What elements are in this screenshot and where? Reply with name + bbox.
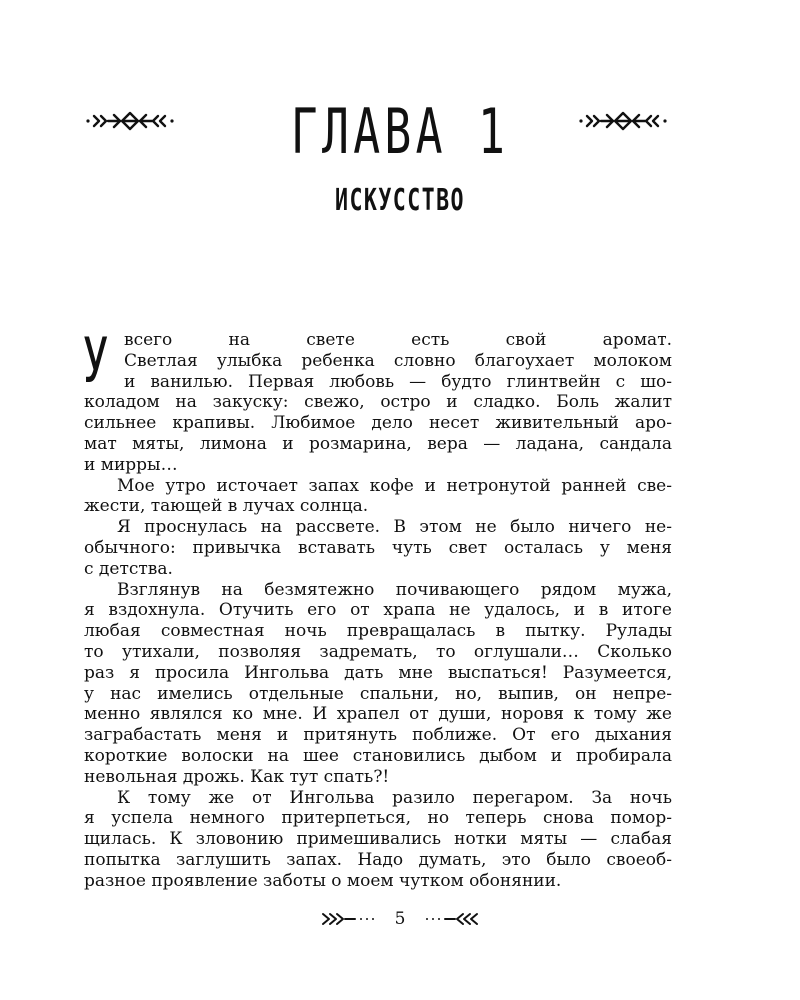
text-line: разное проявление заботы о моем чутком обонянии. [84, 870, 562, 891]
text-line: всего на свете есть свой аромат. [124, 330, 672, 350]
text-line: и ванилью. Первая любовь — будто глинтвейн с шо- [124, 371, 672, 392]
text-line: жести, тающей в лучах солнца. [84, 496, 369, 517]
text-line: с детства. [84, 558, 173, 579]
text-line: Я проснулась на рассвете. В этом не было ничего не- [117, 517, 672, 538]
text-line: то утихали, позволяя задремать, то оглушали… Сколько [84, 641, 672, 662]
chapter-subtitle: ИСКУССТВО [334, 183, 466, 218]
chapter-body [82, 324, 672, 892]
arrow-ornament-icon [417, 911, 479, 927]
paragraph-4 [84, 580, 672, 788]
text-line: невольная дрожь. Как тут спать?! [84, 766, 390, 787]
text-line: я успела немного притерпеться, но теперь снова помор- [84, 808, 672, 829]
page-footer [0, 908, 800, 934]
text-line: коладом на закуску: свежо, остро и сладко. Боль жалит [84, 392, 672, 413]
chapter-title: ГЛАВА 1 [290, 95, 510, 168]
paragraph-1 [82, 324, 672, 476]
paragraph-3 [84, 517, 672, 579]
text-line: мат мяты, лимона и розмарина, вера — ладана, сандала [84, 433, 672, 454]
text-line: менно являлся ко мне. И храпел от души, норовя к тому же [84, 704, 672, 725]
arrow-ornament-icon [321, 911, 383, 927]
text-line: раз я просила Ингольва дать мне выспаться! Разумеется, [84, 662, 672, 683]
text-line: Светлая улыбка ребенка словно благоухает молоком [124, 350, 672, 371]
folk-ornament-icon [577, 108, 677, 134]
drop-cap: У [82, 324, 109, 397]
text-line: Мое утро источает запах кофе и нетронутой ранней све- [117, 475, 672, 496]
text-line: сильнее крапивы. Любимое дело несет живительный аро- [84, 413, 672, 434]
text-line: у нас имелись отдельные спальни, но, выпив, он непре- [84, 683, 672, 704]
text-line: щилась. К зловонию примешивались нотки мяты — слабая [84, 829, 672, 850]
text-line: обычного: привычка вставать чуть свет осталась у меня [84, 537, 672, 558]
text-line: короткие волоски на шее становились дыбом и пробирала [84, 745, 672, 766]
text-line: я вздохнула. Отучить его от храпа не удалось, и в итоге [84, 600, 672, 621]
text-line: и мирры… [84, 454, 178, 475]
text-line: попытка заглушить запах. Надо думать, это было своеоб- [84, 849, 672, 870]
text-line: Взглянув на безмятежно почивающего рядом мужа, [117, 579, 672, 600]
paragraph-5 [84, 788, 672, 892]
page-number: 5 [394, 908, 406, 929]
text-line: заграбастать меня и притянуть поближе. От его дыхания [84, 725, 672, 746]
paragraph-2 [84, 476, 672, 518]
text-line: К тому же от Ингольва разило перегаром. За ночь [117, 787, 672, 808]
text-line: любая совместная ночь превращалась в пытку. Рулады [84, 621, 672, 642]
